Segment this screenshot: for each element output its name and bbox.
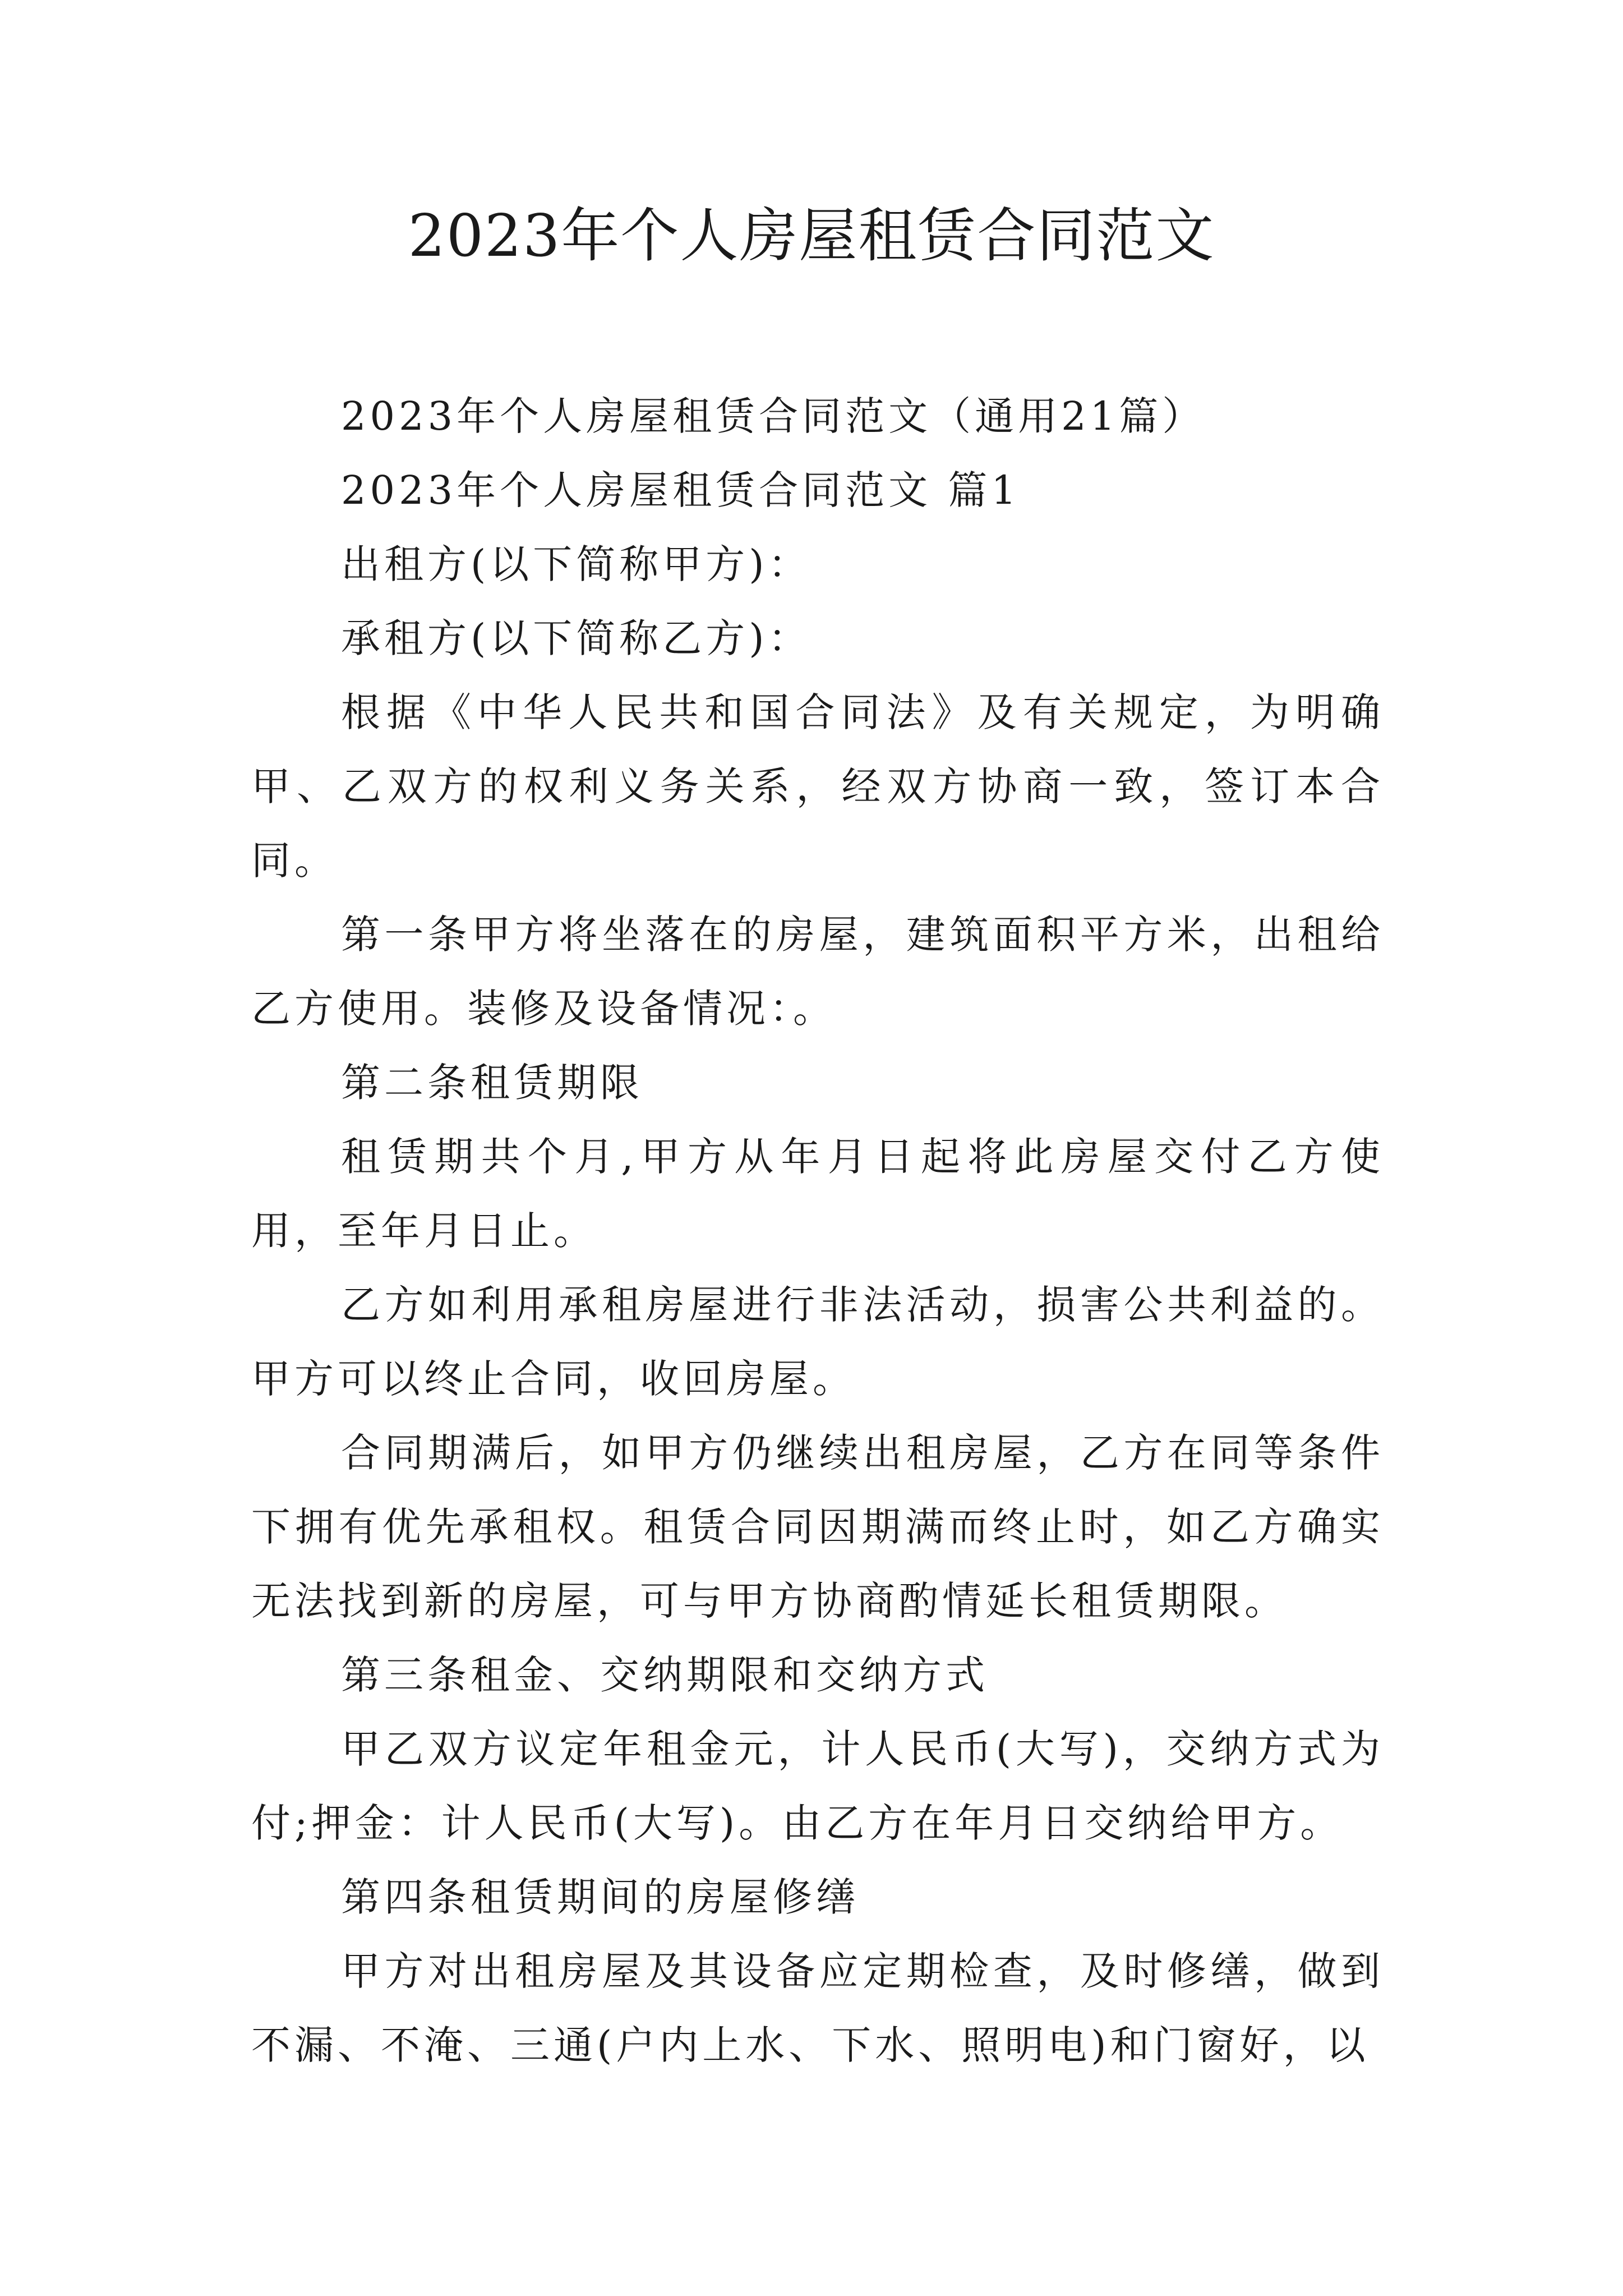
paragraph-article-1: 第一条甲方将坐落在的房屋，建筑面积平方米，出租给乙方使用。装修及设备情况：。 bbox=[251, 912, 1384, 1032]
paragraph-illegal-use: 乙方如利用承租房屋进行非法活动，损害公共利益的。甲方可以终止合同，收回房屋。 bbox=[251, 1282, 1384, 1402]
paragraph-section-heading: 2023年个人房屋租赁合同范文 篇1 bbox=[341, 467, 1020, 513]
paragraph-preamble: 根据《中华人民共和国合同法》及有关规定，为明确甲、乙双方的权利义务关系，经双方协商一致，签订本合同。 bbox=[251, 689, 1384, 884]
paragraph-repairs: 甲方对出租房屋及其设备应定期检查，及时修缮，做到不漏、不淹、三通(户内上水、下水、照明电)和门窗好，以 bbox=[251, 1948, 1384, 2068]
paragraph-article-3-heading: 第三条租金、交纳期限和交纳方式 bbox=[341, 1652, 989, 1698]
paragraph-renewal: 合同期满后，如甲方仍继续出租房屋，乙方在同等条件下拥有优先承租权。租赁合同因期满而终止时，如乙方确实无法找到新的房屋，可与甲方协商酌情延长租赁期限。 bbox=[251, 1430, 1384, 1624]
paragraph-rent: 甲乙双方议定年租金元，计人民币(大写)，交纳方式为付;押金：计人民币(大写)。由乙方在年月日交纳给甲方。 bbox=[251, 1726, 1384, 1846]
paragraph-article-4-heading: 第四条租赁期间的房屋修缮 bbox=[341, 1874, 859, 1920]
paragraph-subtitle: 2023年个人房屋租赁合同范文（通用21篇） bbox=[341, 393, 1206, 439]
paragraph-lessor: 出租方(以下简称甲方)： bbox=[341, 541, 811, 587]
document-title: 2023年个人房屋租赁合同范文 bbox=[408, 201, 1215, 270]
document-body bbox=[251, 379, 1384, 2082]
paragraph-lease-term: 租赁期共个月,甲方从年月日起将此房屋交付乙方使用，至年月日止。 bbox=[251, 1134, 1384, 1254]
paragraph-article-2-heading: 第二条租赁期限 bbox=[341, 1060, 643, 1106]
paragraph-lessee: 承租方(以下简称乙方)： bbox=[341, 615, 811, 661]
